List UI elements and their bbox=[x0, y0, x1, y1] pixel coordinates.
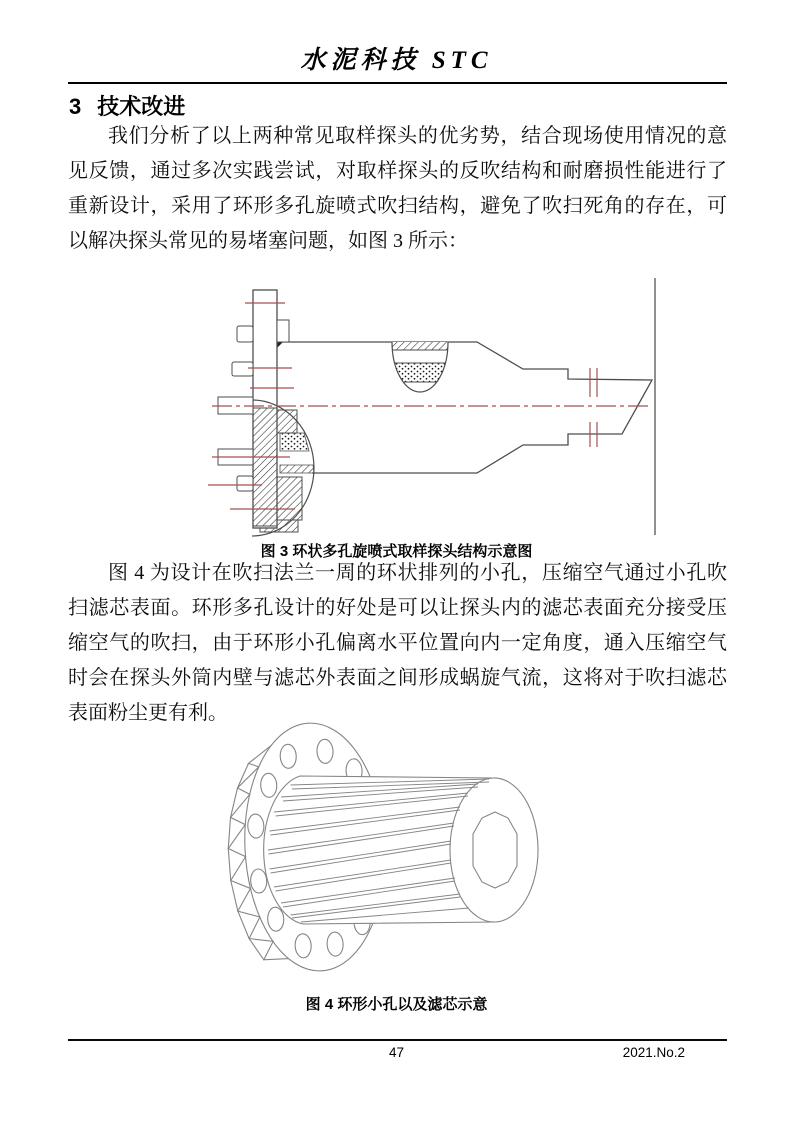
figure3-probe-section-drawing bbox=[200, 270, 660, 537]
bolt-top bbox=[237, 326, 253, 342]
figure-3-caption: 图 3 环状多孔旋喷式取样探头结构示意图 bbox=[260, 543, 533, 560]
probe-body bbox=[272, 342, 652, 473]
journal-title: 水泥科技 STC bbox=[300, 47, 493, 74]
section-heading bbox=[69, 90, 185, 121]
figure4-flange-filter-drawing bbox=[225, 712, 580, 985]
paragraph-1: 我们分析了以上两种常见取样探头的优劣势，结合现场使用情况的意见反馈，通过多次实践尝试，对取样探头的反吹结构和耐磨损性能进行了重新设计，采用了环形多孔旋喷式吹扫结构，避免了吹扫死角的存在，可以解决探头常见的易堵塞问题，如图 3 所示： bbox=[68, 125, 727, 252]
header-rule bbox=[68, 82, 727, 84]
page-number: 47 bbox=[388, 1045, 405, 1060]
section-number: 3 bbox=[69, 94, 82, 119]
bolt-mid bbox=[232, 362, 253, 376]
paragraph-2: 图 4 为设计在吹扫法兰一周的环状排列的小孔，压缩空气通过小孔吹扫滤芯表面。环形多孔设计的好处是可以让探头内的滤芯表面充分接受压缩空气的吹扫，由于环形小孔偏离水平位置向内一定角度，通入压缩空气时会在探头外筒内壁与滤芯外表面之间形成蜗旋气流，这将对于吹扫滤芯表面粉尘更有利。 bbox=[68, 562, 727, 724]
center-bore-hole bbox=[473, 812, 517, 888]
figure-3 bbox=[200, 270, 660, 537]
bolt-bottom bbox=[237, 476, 253, 491]
section-title: 技术改进 bbox=[97, 94, 186, 119]
footer-rule bbox=[68, 1039, 727, 1041]
issue-number: 2021.No.2 bbox=[622, 1045, 685, 1060]
figure-4-caption: 图 4 环形小孔以及滤芯示意 bbox=[305, 996, 488, 1013]
figure-4 bbox=[225, 712, 580, 985]
